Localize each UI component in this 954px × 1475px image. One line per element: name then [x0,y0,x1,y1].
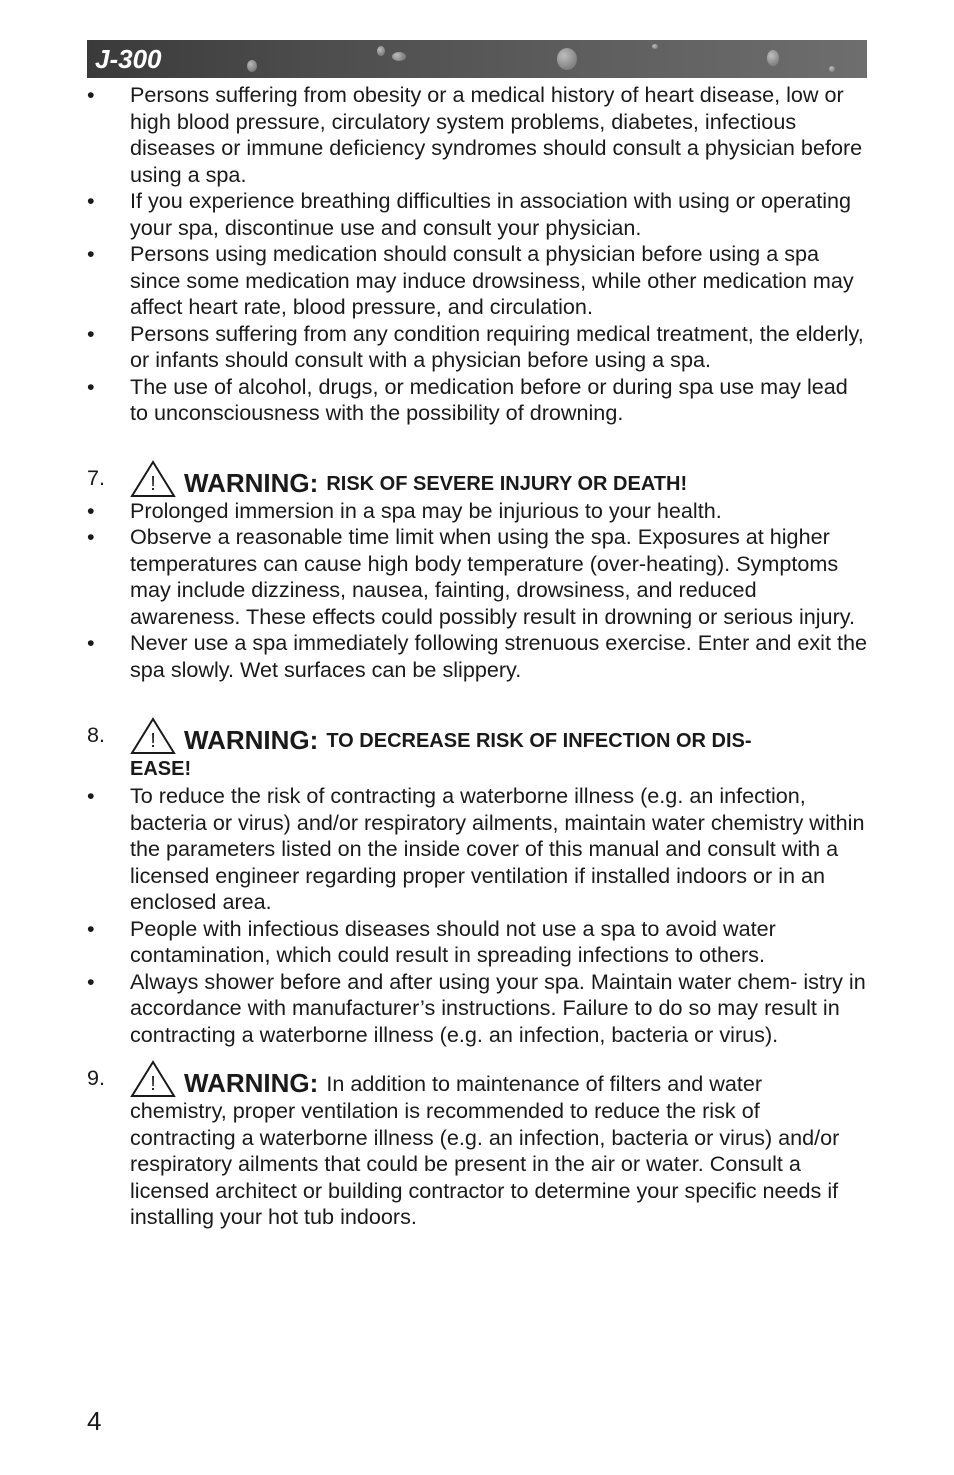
list-item: • Prolonged immersion in a spa may be injurious to your health. [87,497,722,523]
warning-heading [87,460,869,498]
water-drop-decoration [392,52,406,61]
water-drop-decoration [247,60,257,72]
page-number: 4 [87,1406,102,1436]
warning-label: WARNING: [184,725,319,755]
svg-text:!: ! [150,730,156,752]
item-number: 8. [87,722,106,747]
warning-triangle-icon [130,1060,176,1098]
bullet: • [87,241,95,266]
manual-title: J-300 [95,44,162,74]
item-number: 9. [87,1065,106,1090]
list-item: • Always shower before and after using your spa. Maintain water chem- istry in accordance with manufacturer’s instructions. Failure to do so may result in contracting a waterborne illness (e.g. an infection, bacteria or virus). [87,968,866,1047]
warning-label: WARNING: [184,467,319,498]
water-drop-decoration [652,44,658,49]
warning-heading [87,1060,869,1098]
warning-text: In addition to maintenance of filters and water [326,1071,763,1096]
bullet: • [87,82,95,107]
water-drop-decoration [557,48,577,70]
warning-title: RISK OF SEVERE INJURY OR DEATH! [326,472,688,495]
bullet: • [87,373,95,399]
list-item: • Observe a reasonable time limit when using the spa. Exposures at higher temperatures can cause high body temperature (over-heating). Symptoms may include dizziness, nausea, fainting, drowsiness, and reduced awareness. These effects could possibly result in drowning or serious injury. [87,524,855,629]
intro-bullet-list [87,82,869,427]
item-number: 7. [87,464,106,490]
water-drop-decoration [829,66,835,72]
bullet: • [87,320,95,346]
water-drop-decoration [767,50,779,66]
header-banner [87,40,867,78]
bullet: • [87,524,95,549]
warning-label: WARNING: [184,1068,319,1098]
list-item: • People with infectious diseases should not use a spa to avoid water contamination, which could result in spreading infections to others. [87,915,776,967]
list-item: • Persons suffering from obesity or a medical history of heart disease, low or high blood pressure, circulatory system problems, diabetes, infectious diseases or immune deficiency syndromes should consult a physician before using a spa. [87,82,863,187]
svg-text:!: ! [150,472,156,495]
warning-body: chemistry, proper ventilation is recommended to reduce the risk of contracting a waterborne illness (e.g. an infection, bacteria or virus) and/or respiratory ailments that could be present in the air or water. Consult a licensed architect or building contractor to determine your specific needs if installing your hot tub indoors. [130,1098,840,1229]
bullet: • [87,968,95,994]
warning-section-8 [87,717,869,1048]
bullet: • [87,497,95,523]
list-item: • Persons using medication should consult a physician before using a spa since some medication may induce drowsiness, while other medication may affect heart rate, blood pressure, and circulation. [87,241,854,319]
svg-text:!: ! [150,1073,156,1095]
bullet: • [87,630,95,655]
list-item: • Never use a spa immediately following strenuous exercise. Enter and exit the spa slowly. Wet surfaces can be slippery. [87,630,867,682]
water-drop-decoration [377,46,385,56]
warning-heading [87,717,869,783]
page-content [87,82,869,1231]
warning-title-continued: EASE! [130,758,192,780]
list-item: • Persons suffering from any condition requiring medical treatment, the elderly, or infants should consult with a physician before using a spa. [87,320,864,372]
warning-triangle-icon [130,717,176,755]
bullet: • [87,783,95,808]
list-item: • If you experience breathing difficulties in association with using or operating your spa, discontinue use and consult your physician. [87,188,852,240]
bullet: • [87,188,95,213]
list-item: • The use of alcohol, drugs, or medication before or during spa use may lead to unconsciousness with the possibility of drowning. [87,373,848,425]
list-item: • To reduce the risk of contracting a waterborne illness (e.g. an infection, bacteria or virus) and/or respiratory ailments, maintain water chemistry within the parameters listed on the inside cover of this manual and consult with a licensed engineer regarding proper ventilation if installed indoors or in an enclosed area. [87,783,865,914]
bullet: • [87,915,95,941]
warning-triangle-icon [130,460,176,498]
warning-title: TO DECREASE RISK OF INFECTION OR DIS- [326,730,752,752]
warning-section-9 [87,1060,869,1231]
warning-section-7 [87,460,869,684]
